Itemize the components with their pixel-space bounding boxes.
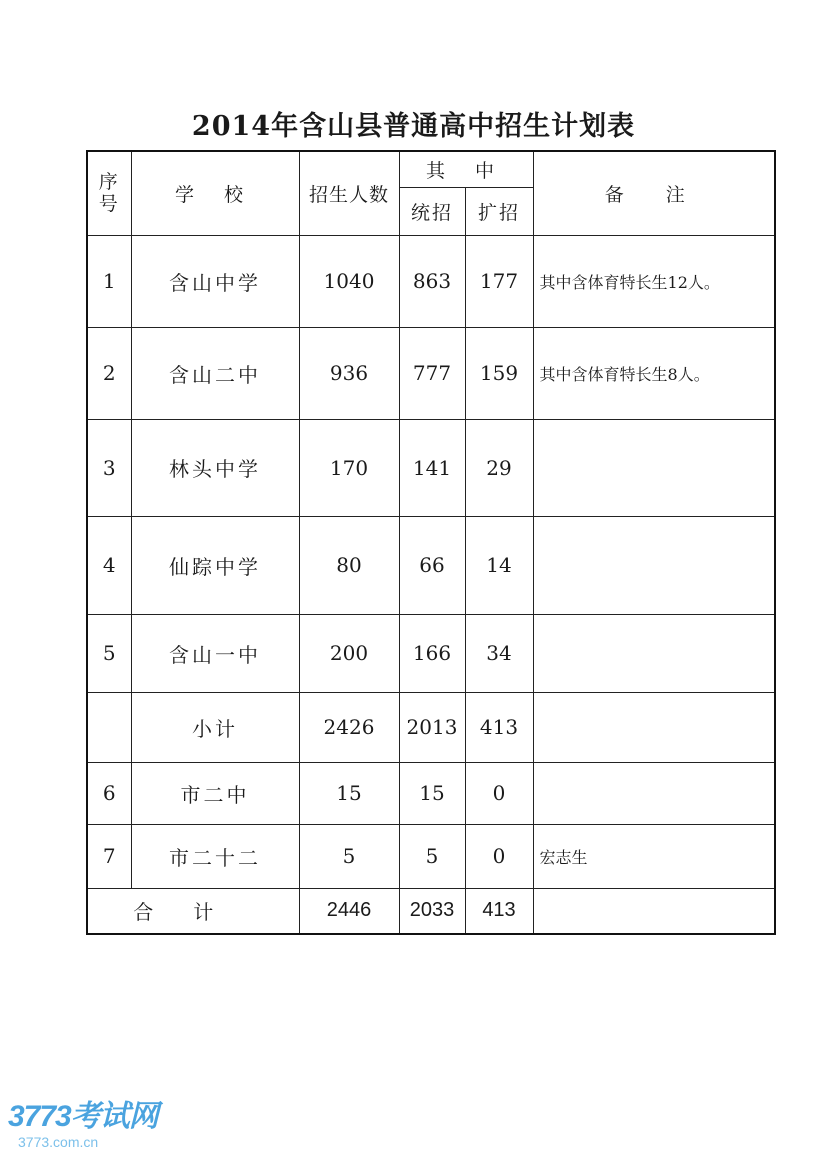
row-expanded: 34 [465,614,533,692]
header-expanded: 扩招 [465,187,533,235]
row-expanded: 29 [465,419,533,516]
row-note: 其中含体育特长生8人。 [533,327,775,419]
header-row [87,151,775,187]
row-enroll: 5 [299,824,399,888]
row-expanded: 177 [465,235,533,327]
total-enroll: 2446 [299,888,399,934]
row-note [533,419,775,516]
row-expanded: 0 [465,762,533,824]
table-row [87,762,775,824]
enrollment-plan-table [86,150,776,935]
row-school: 市二中 [131,762,299,824]
header-school: 学 校 [131,151,299,235]
total-note [533,888,775,934]
subtotal-row [87,692,775,762]
total-label: 合计 [87,888,299,934]
row-seq [87,692,131,762]
row-expanded: 14 [465,516,533,614]
row-note [533,762,775,824]
watermark-logo: 3773考试网 [8,1100,158,1133]
row-enroll: 170 [299,419,399,516]
row-seq: 7 [87,824,131,888]
row-seq: 2 [87,327,131,419]
header-note: 备 注 [533,151,775,235]
row-expanded: 159 [465,327,533,419]
row-school: 含山一中 [131,614,299,692]
row-unified: 166 [399,614,465,692]
table-row [87,327,775,419]
row-enroll: 1040 [299,235,399,327]
row-seq: 3 [87,419,131,516]
table-row [87,419,775,516]
row-unified: 5 [399,824,465,888]
row-unified: 2013 [399,692,465,762]
header-among: 其 中 [399,151,533,187]
row-seq: 1 [87,235,131,327]
row-school: 含山中学 [131,235,299,327]
row-school: 仙踪中学 [131,516,299,614]
row-unified: 863 [399,235,465,327]
row-enroll: 936 [299,327,399,419]
header-seq-line2: 号 [98,193,120,216]
row-enroll: 200 [299,614,399,692]
row-school: 含山二中 [131,327,299,419]
row-unified: 141 [399,419,465,516]
table-row [87,614,775,692]
row-expanded: 413 [465,692,533,762]
row-unified: 66 [399,516,465,614]
header-seq-line1: 序 [98,171,120,194]
total-unified: 2033 [399,888,465,934]
row-enroll: 80 [299,516,399,614]
page-title: 2014年含山县普通高中招生计划表 [191,111,636,142]
row-note [533,692,775,762]
watermark-url: 3773.com.cn [18,1134,99,1150]
header-enroll: 招生人数 [299,151,399,235]
row-school: 林头中学 [131,419,299,516]
row-note: 其中含体育特长生12人。 [533,235,775,327]
row-expanded: 0 [465,824,533,888]
table-row [87,235,775,327]
row-unified: 777 [399,327,465,419]
row-seq: 6 [87,762,131,824]
table-row [87,824,775,888]
row-note [533,516,775,614]
total-expanded: 413 [465,888,533,934]
row-note: 宏志生 [533,824,775,888]
row-seq: 5 [87,614,131,692]
row-seq: 4 [87,516,131,614]
total-row [87,888,775,934]
table-row [87,516,775,614]
header-seq [87,151,131,235]
row-unified: 15 [399,762,465,824]
row-note [533,614,775,692]
row-school: 小计 [131,692,299,762]
row-enroll: 2426 [299,692,399,762]
row-school: 市二十二 [131,824,299,888]
row-enroll: 15 [299,762,399,824]
header-unified: 统招 [399,187,465,235]
site-watermark [8,1100,208,1160]
